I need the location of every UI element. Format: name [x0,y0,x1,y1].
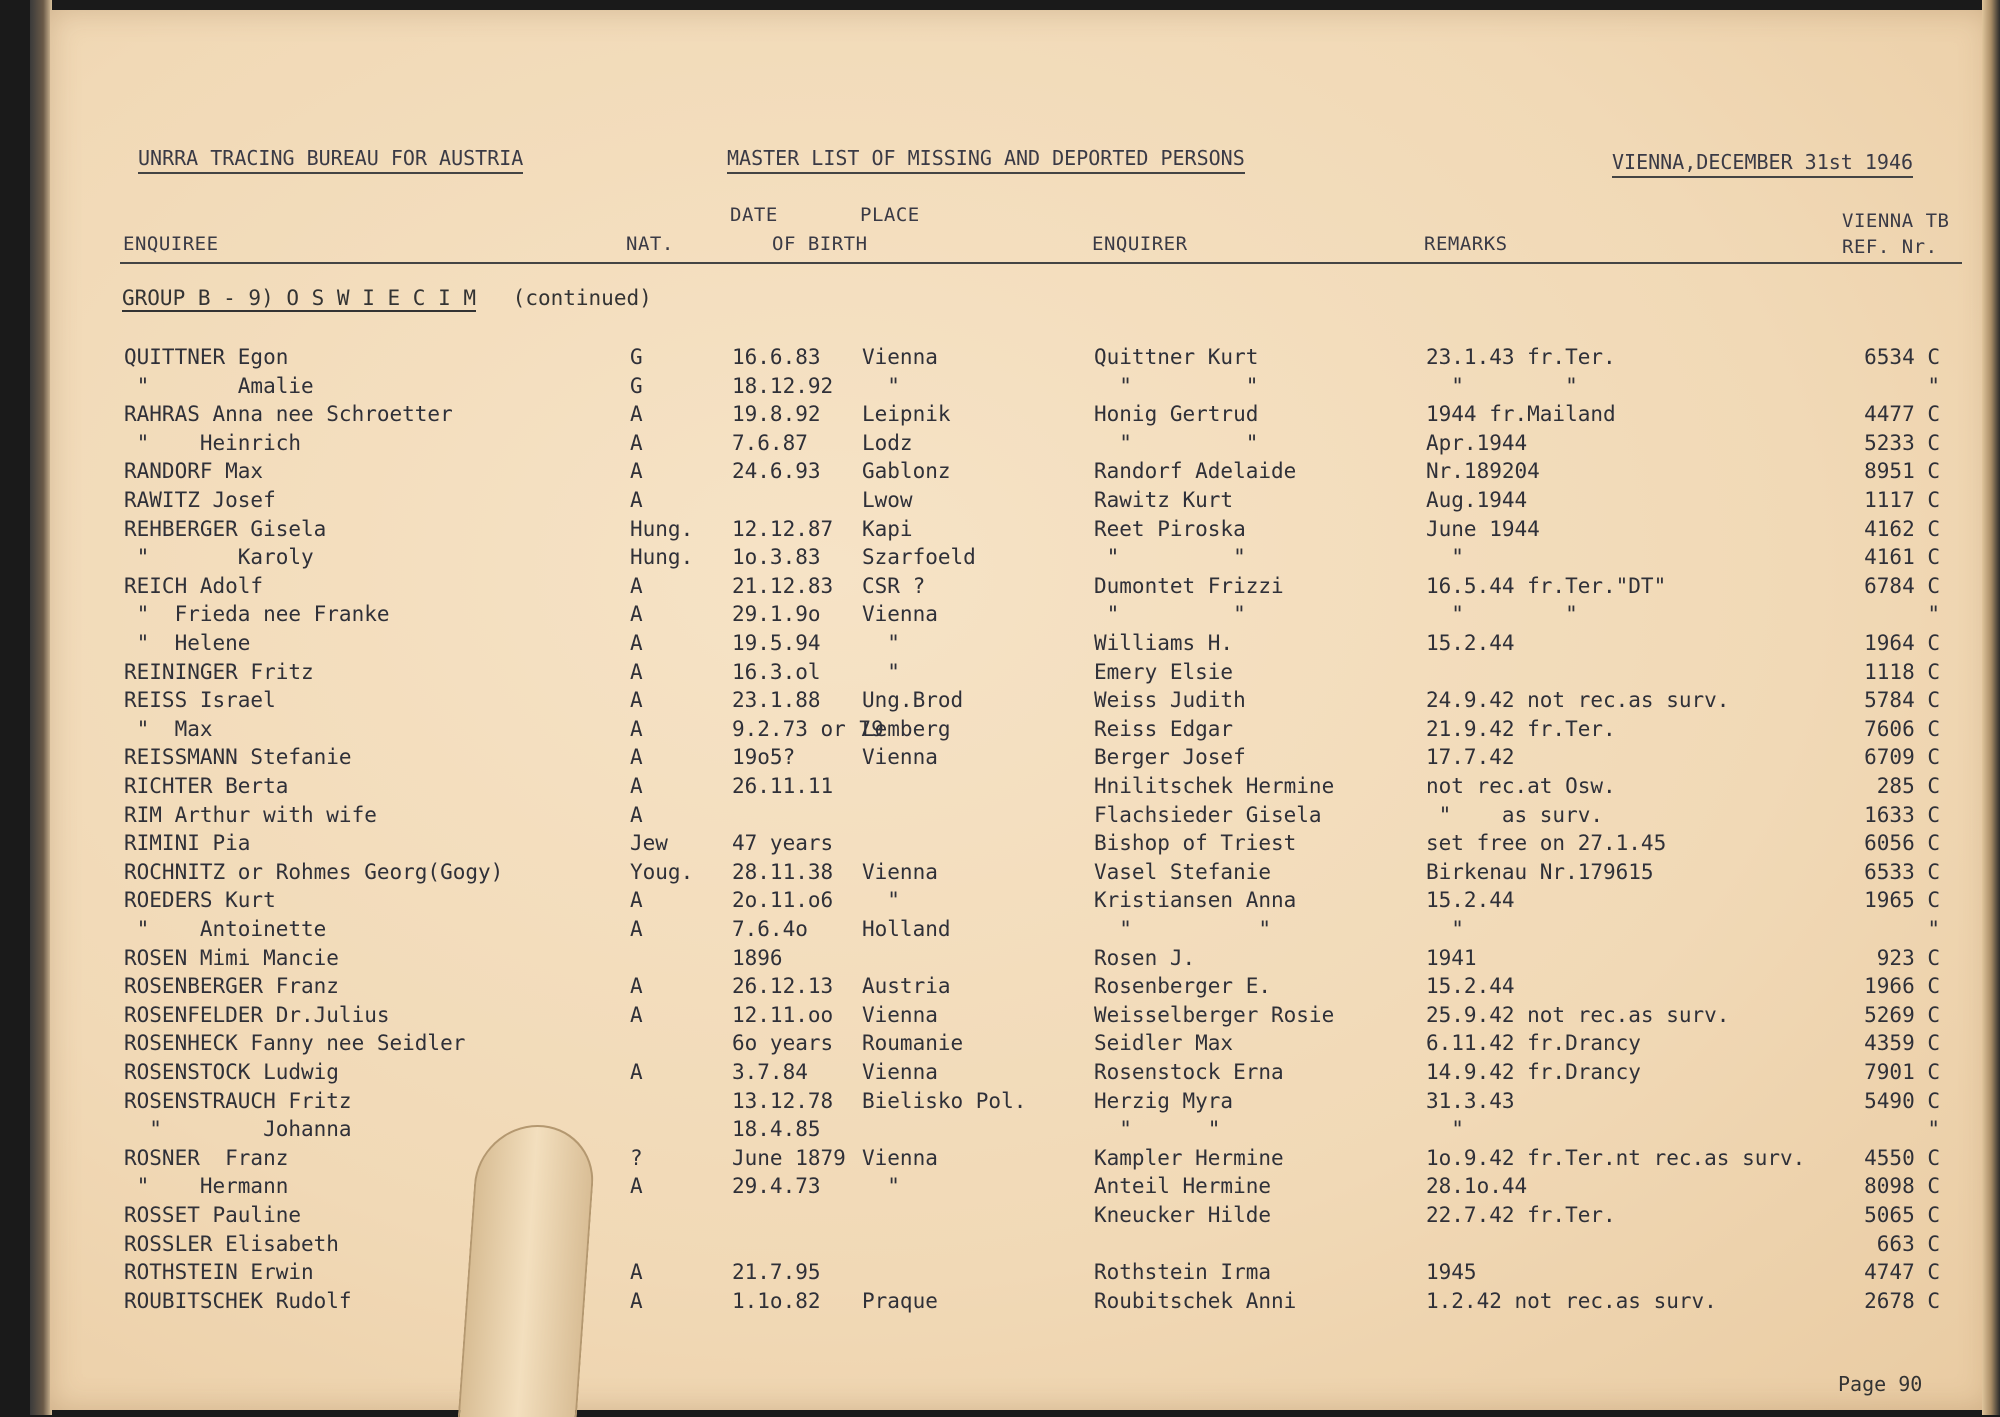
enquirer-name: Rosenberger E. [1094,974,1272,999]
birth-place: Szarfoeld [862,545,976,570]
table-row [0,917,1960,945]
birth-place: CSR ? [862,573,926,598]
enquirer-name: Weisselberger Rosie [1094,1002,1335,1027]
ref-number: 4359 C [1864,1031,1940,1056]
birth-place: Bielisko Pol. [862,1088,1027,1113]
table-row [0,488,1960,516]
enquiree-name: ROSSET Pauline [124,1203,302,1227]
remarks: 1941 [1426,945,1477,970]
enquirer-name: Rosen J. [1094,945,1196,970]
table-row [0,745,1960,773]
birth-date: 16.3.ol [732,659,821,684]
remarks: set free on 27.1.45 [1426,831,1667,856]
birth-date: 26.11.11 [732,774,834,798]
table-row [0,1260,1960,1288]
nationality: Jew [630,831,668,856]
enquiree-name: ROSENBERGER Franz [124,974,339,999]
birth-place: Vienna [862,1060,938,1084]
remarks: 15.2.44 [1426,974,1515,999]
remarks: 1o.9.42 fr.Ter.nt rec.as surv. [1426,1145,1806,1170]
header-rule [120,262,1962,264]
nationality: A [630,659,643,684]
ref-number: 923 C [1876,945,1940,970]
enquirer-name: " " [1094,917,1272,941]
ref-number: 4161 C [1864,545,1940,570]
enquiree-name: RIMINI Pia [124,831,251,856]
table-row [0,602,1960,630]
ref-number: " [1927,917,1940,941]
nationality: A [630,974,643,999]
ref-number: 1964 C [1864,631,1940,655]
enquirer-name: " " [1094,602,1246,627]
birth-date: 13.12.78 [732,1088,834,1113]
ref-number: 7606 C [1864,716,1940,741]
enquirer-name: Emery Elsie [1094,659,1234,684]
remarks: 23.1.43 fr.Ter. [1426,345,1616,369]
nationality: A [630,488,643,512]
nationality: G [630,345,643,369]
remarks: 17.7.42 [1426,745,1515,770]
remarks: 24.9.42 not rec.as surv. [1426,688,1730,713]
nationality: A [630,802,643,827]
remarks: " [1426,1117,1464,1142]
enquirer-name: Roubitschek Anni [1094,1288,1297,1313]
nationality: A [630,1174,643,1199]
nationality: A [630,917,643,941]
page-right-edge [1982,0,2000,1415]
birth-date: 2o.11.o6 [732,888,834,913]
table-row [0,345,1960,373]
ref-number: 1117 C [1864,488,1940,512]
ref-number: 4550 C [1864,1145,1940,1170]
enquirer-name: Herzig Myra [1094,1088,1234,1113]
header-right: VIENNA,DECEMBER 31st 1946 [1612,150,1913,178]
col-date: DATE [730,204,778,226]
nationality: G [630,373,643,398]
ref-number: 285 C [1876,774,1940,798]
enquirer-name: Kneucker Hilde [1094,1203,1272,1227]
nationality: A [630,716,643,741]
ref-number: 5490 C [1864,1088,1940,1113]
table-row [0,545,1960,573]
remarks: Aug.1944 [1426,488,1528,512]
ref-number: 663 C [1876,1231,1940,1256]
table-row [0,1203,1960,1231]
nationality: A [630,430,643,455]
table-row [0,1031,1960,1059]
enquirer-name: Anteil Hermine [1094,1174,1272,1199]
enquirer-name: Dumontet Frizzi [1094,573,1284,598]
enquiree-name: " Frieda nee Franke [124,602,390,627]
page-number: Page 90 [1838,1372,1923,1396]
enquiree-name: RAHRAS Anna nee Schroetter [124,402,453,427]
ref-number: 4477 C [1864,402,1940,427]
remarks: 6.11.42 fr.Drancy [1426,1031,1641,1056]
ref-number: 1118 C [1864,659,1940,684]
nationality: A [630,745,643,770]
ref-number: 8951 C [1864,459,1940,484]
remarks: 15.2.44 [1426,631,1515,655]
table-row [0,974,1960,1002]
birth-date: 12.12.87 [732,516,834,541]
table-row [0,1003,1960,1031]
enquirer-name: Honig Gertrud [1094,402,1259,427]
remarks: 16.5.44 fr.Ter."DT" [1426,573,1667,598]
birth-place: " [862,659,900,684]
enquirer-name: Williams H. [1094,631,1234,655]
enquirer-name: Rawitz Kurt [1094,488,1234,512]
nationality: A [630,1288,643,1313]
remarks: Nr.189204 [1426,459,1540,484]
nationality: A [630,602,643,627]
table-row [0,1174,1960,1202]
table-row [0,860,1960,888]
table-row [0,459,1960,487]
birth-date: 1896 [732,945,783,970]
ref-number: 4162 C [1864,516,1940,541]
enquirer-name: Randorf Adelaide [1094,459,1297,484]
birth-date: 7.6.87 [732,430,808,455]
remarks: not rec.at Osw. [1426,774,1616,798]
enquirer-name: Quittner Kurt [1094,345,1259,369]
ref-number: 4747 C [1864,1260,1940,1285]
table-row [0,831,1960,859]
enquirer-name: Kampler Hermine [1094,1145,1284,1170]
ref-number: 1633 C [1864,802,1940,827]
enquiree-name: ROSSLER Elisabeth [124,1231,339,1256]
birth-place: Lodz [862,430,913,455]
col-enquiree: ENQUIREE [123,233,219,255]
table-row [0,1117,1960,1145]
col-of-birth: OF BIRTH [772,233,868,255]
birth-date: 19o5? [732,745,796,770]
nationality: A [630,888,643,913]
birth-place: " [862,373,900,398]
enquiree-name: " Hermann [124,1174,289,1199]
nationality: Youg. [630,859,694,884]
enquiree-name: QUITTNER Egon [124,345,289,369]
table-row [0,688,1960,716]
birth-date: 21.7.95 [732,1260,821,1285]
ref-number: " [1927,373,1940,398]
remarks: 31.3.43 [1426,1088,1515,1113]
table-row [0,1146,1960,1174]
enquiree-name: ROSNER Franz [124,1145,289,1170]
enquirer-name: Vasel Stefanie [1094,859,1272,884]
remarks: June 1944 [1426,516,1540,541]
enquiree-name: ROTHSTEIN Erwin [124,1260,314,1285]
table-row [0,574,1960,602]
ref-number: 6709 C [1864,745,1940,770]
remarks: " " [1426,602,1578,627]
birth-place: Vienna [862,1002,938,1027]
table-row [0,1060,1960,1088]
birth-place: Lwow [862,488,913,512]
table-row [0,1232,1960,1260]
nationality: A [630,1260,643,1285]
nationality: A [630,573,643,598]
remarks: " [1426,917,1464,941]
birth-place: Vienna [862,345,938,369]
enquiree-name: ROUBITSCHEK Rudolf [124,1288,352,1313]
remarks: 1944 fr.Mailand [1426,402,1616,427]
birth-date: 28.11.38 [732,859,834,884]
remarks: Birkenau Nr.179615 [1426,859,1654,884]
enquiree-name: " Amalie [124,373,314,398]
enquirer-name: " " [1094,430,1259,455]
enquirer-name: " " [1094,373,1259,398]
ref-number: 5233 C [1864,430,1940,455]
group-suffix: (continued) [512,286,652,310]
enquirer-name: Seidler Max [1094,1031,1234,1056]
enquiree-name: ROSENSTRAUCH Fritz [124,1088,352,1113]
remarks: " [1426,545,1464,570]
col-place: PLACE [860,204,920,226]
group-heading [122,286,652,310]
nationality: A [630,402,643,427]
enquiree-name: RIM Arthur with wife [124,802,377,827]
enquiree-name: ROSENHECK Fanny nee Seidler [124,1031,466,1056]
birth-place: Vienna [862,745,938,770]
nationality: A [630,631,643,655]
enquirer-name: " " [1094,545,1246,570]
enquiree-name: REHBERGER Gisela [124,516,327,541]
remarks: 1945 [1426,1260,1477,1285]
ref-number: 6534 C [1864,345,1940,369]
remarks: 25.9.42 not rec.as surv. [1426,1002,1730,1027]
enquiree-name: " Max [124,716,213,741]
birth-date: 29.1.9o [732,602,821,627]
enquiree-name: ROSEN Mimi Mancie [124,945,339,970]
enquiree-name: ROEDERS Kurt [124,888,276,913]
birth-date: 19.5.94 [732,631,821,655]
enquirer-name: Weiss Judith [1094,688,1246,713]
birth-date: 6o years [732,1031,834,1056]
header-left: UNRRA TRACING BUREAU FOR AUSTRIA [138,146,523,174]
enquirer-name: Flachsieder Gisela [1094,802,1322,827]
remarks: 15.2.44 [1426,888,1515,913]
table-row [0,402,1960,430]
nationality: Hung. [630,516,694,541]
ref-number: 5065 C [1864,1203,1940,1227]
nationality: A [630,459,643,484]
col-ref-top: VIENNA TB [1842,210,1950,232]
ref-number: 2678 C [1864,1288,1940,1313]
birth-place: Leipnik [862,402,951,427]
birth-date: 12.11.oo [732,1002,834,1027]
remarks: 1.2.42 not rec.as surv. [1426,1288,1717,1313]
enquiree-name: " Helene [124,631,251,655]
enquiree-name: " Johanna [124,1117,352,1142]
birth-place: Vienna [862,602,938,627]
enquiree-name: ROCHNITZ or Rohmes Georg(Gogy) [124,859,504,884]
birth-date: 1o.3.83 [732,545,821,570]
ref-number: 5784 C [1864,688,1940,713]
enquirer-name: " " [1094,1117,1221,1142]
table-row [0,803,1960,831]
enquiree-name: " Karoly [124,545,314,570]
birth-place: Gablonz [862,459,951,484]
remarks: 21.9.42 fr.Ter. [1426,716,1616,741]
table-row [0,517,1960,545]
enquirer-name: Hnilitschek Hermine [1094,774,1335,798]
nationality: A [630,1002,643,1027]
enquiree-name: REININGER Fritz [124,659,314,684]
birth-date: 16.6.83 [732,345,821,369]
birth-date: 7.6.4o [732,917,808,941]
nationality: ? [630,1145,643,1170]
col-remarks: REMARKS [1424,233,1508,255]
enquirer-name: Rothstein Irma [1094,1260,1272,1285]
ref-number: 6056 C [1864,831,1940,856]
birth-place: Holland [862,917,951,941]
remarks: 28.1o.44 [1426,1174,1528,1199]
ref-number: 1965 C [1864,888,1940,913]
birth-place: Praque [862,1288,938,1313]
enquirer-name: Reet Piroska [1094,516,1246,541]
birth-date: 24.6.93 [732,459,821,484]
enquiree-name: REISS Israel [124,688,276,713]
ref-number: 6533 C [1864,859,1940,884]
birth-date: 18.12.92 [732,373,834,398]
enquirer-name: Bishop of Triest [1094,831,1297,856]
birth-place: " [862,631,900,655]
nationality: A [630,688,643,713]
enquiree-name: REICH Adolf [124,573,264,598]
table-row [0,374,1960,402]
birth-date: 21.12.83 [732,573,834,598]
table-row [0,1289,1960,1317]
table-row [0,946,1960,974]
table-row [0,1089,1960,1117]
ref-number: 8098 C [1864,1174,1940,1199]
enquiree-name: RANDORF Max [124,459,264,484]
birth-place: Lemberg [862,716,951,741]
ref-number: " [1927,1117,1940,1142]
enquiree-name: RICHTER Berta [124,774,289,798]
table-row [0,774,1960,802]
col-ref-bottom: REF. Nr. [1842,236,1938,258]
ref-number: 6784 C [1864,573,1940,598]
ref-number: 5269 C [1864,1002,1940,1027]
group-label: GROUP B - 9) O S W I E C I M [122,286,477,310]
enquiree-name: REISSMANN Stefanie [124,745,352,770]
enquirer-name: Kristiansen Anna [1094,888,1297,913]
birth-date: 23.1.88 [732,688,821,713]
ref-number: 7901 C [1864,1060,1940,1084]
index-tab [458,1125,597,1417]
nationality: A [630,774,643,798]
ref-number: " [1927,602,1940,627]
remarks: 22.7.42 fr.Ter. [1426,1203,1616,1227]
birth-date: 29.4.73 [732,1174,821,1199]
col-nat: NAT. [626,233,674,255]
remarks: " as surv. [1426,802,1604,827]
table-row [0,431,1960,459]
remarks: 14.9.42 fr.Drancy [1426,1060,1641,1084]
birth-place: Vienna [862,859,938,884]
remarks: " " [1426,373,1578,398]
enquiree-name: ROSENSTOCK Ludwig [124,1060,339,1084]
birth-date: 47 years [732,831,834,856]
col-enquirer: ENQUIRER [1092,233,1188,255]
birth-date: 18.4.85 [732,1117,821,1142]
birth-date: 26.12.13 [732,974,834,999]
enquirer-name: Rosenstock Erna [1094,1060,1284,1084]
enquirer-name: Berger Josef [1094,745,1246,770]
enquirer-name: Reiss Edgar [1094,716,1234,741]
ref-number: 1966 C [1864,974,1940,999]
table-row [0,660,1960,688]
nationality: A [630,1060,643,1084]
birth-place: " [862,888,900,913]
birth-date: 9.2.73 or 79 [732,716,884,741]
birth-date: 3.7.84 [732,1060,808,1084]
birth-place: Vienna [862,1145,938,1170]
birth-place: Kapi [862,516,913,541]
birth-date: 1.1o.82 [732,1288,821,1313]
table-row [0,888,1960,916]
birth-place: Ung.Brod [862,688,964,713]
enquiree-name: " Antoinette [124,917,327,941]
birth-date: 19.8.92 [732,402,821,427]
birth-place: Roumanie [862,1031,964,1056]
enquiree-name: ROSENFELDER Dr.Julius [124,1002,390,1027]
remarks: Apr.1944 [1426,430,1528,455]
header-center: MASTER LIST OF MISSING AND DEPORTED PERSONS [727,146,1245,174]
birth-place: " [862,1174,900,1199]
enquiree-name: RAWITZ Josef [124,488,276,512]
birth-place: Austria [862,974,951,999]
nationality: Hung. [630,545,694,570]
enquiree-name: " Heinrich [124,430,302,455]
table-row [0,717,1960,745]
birth-date: June 1879 [732,1145,846,1170]
table-row [0,631,1960,659]
